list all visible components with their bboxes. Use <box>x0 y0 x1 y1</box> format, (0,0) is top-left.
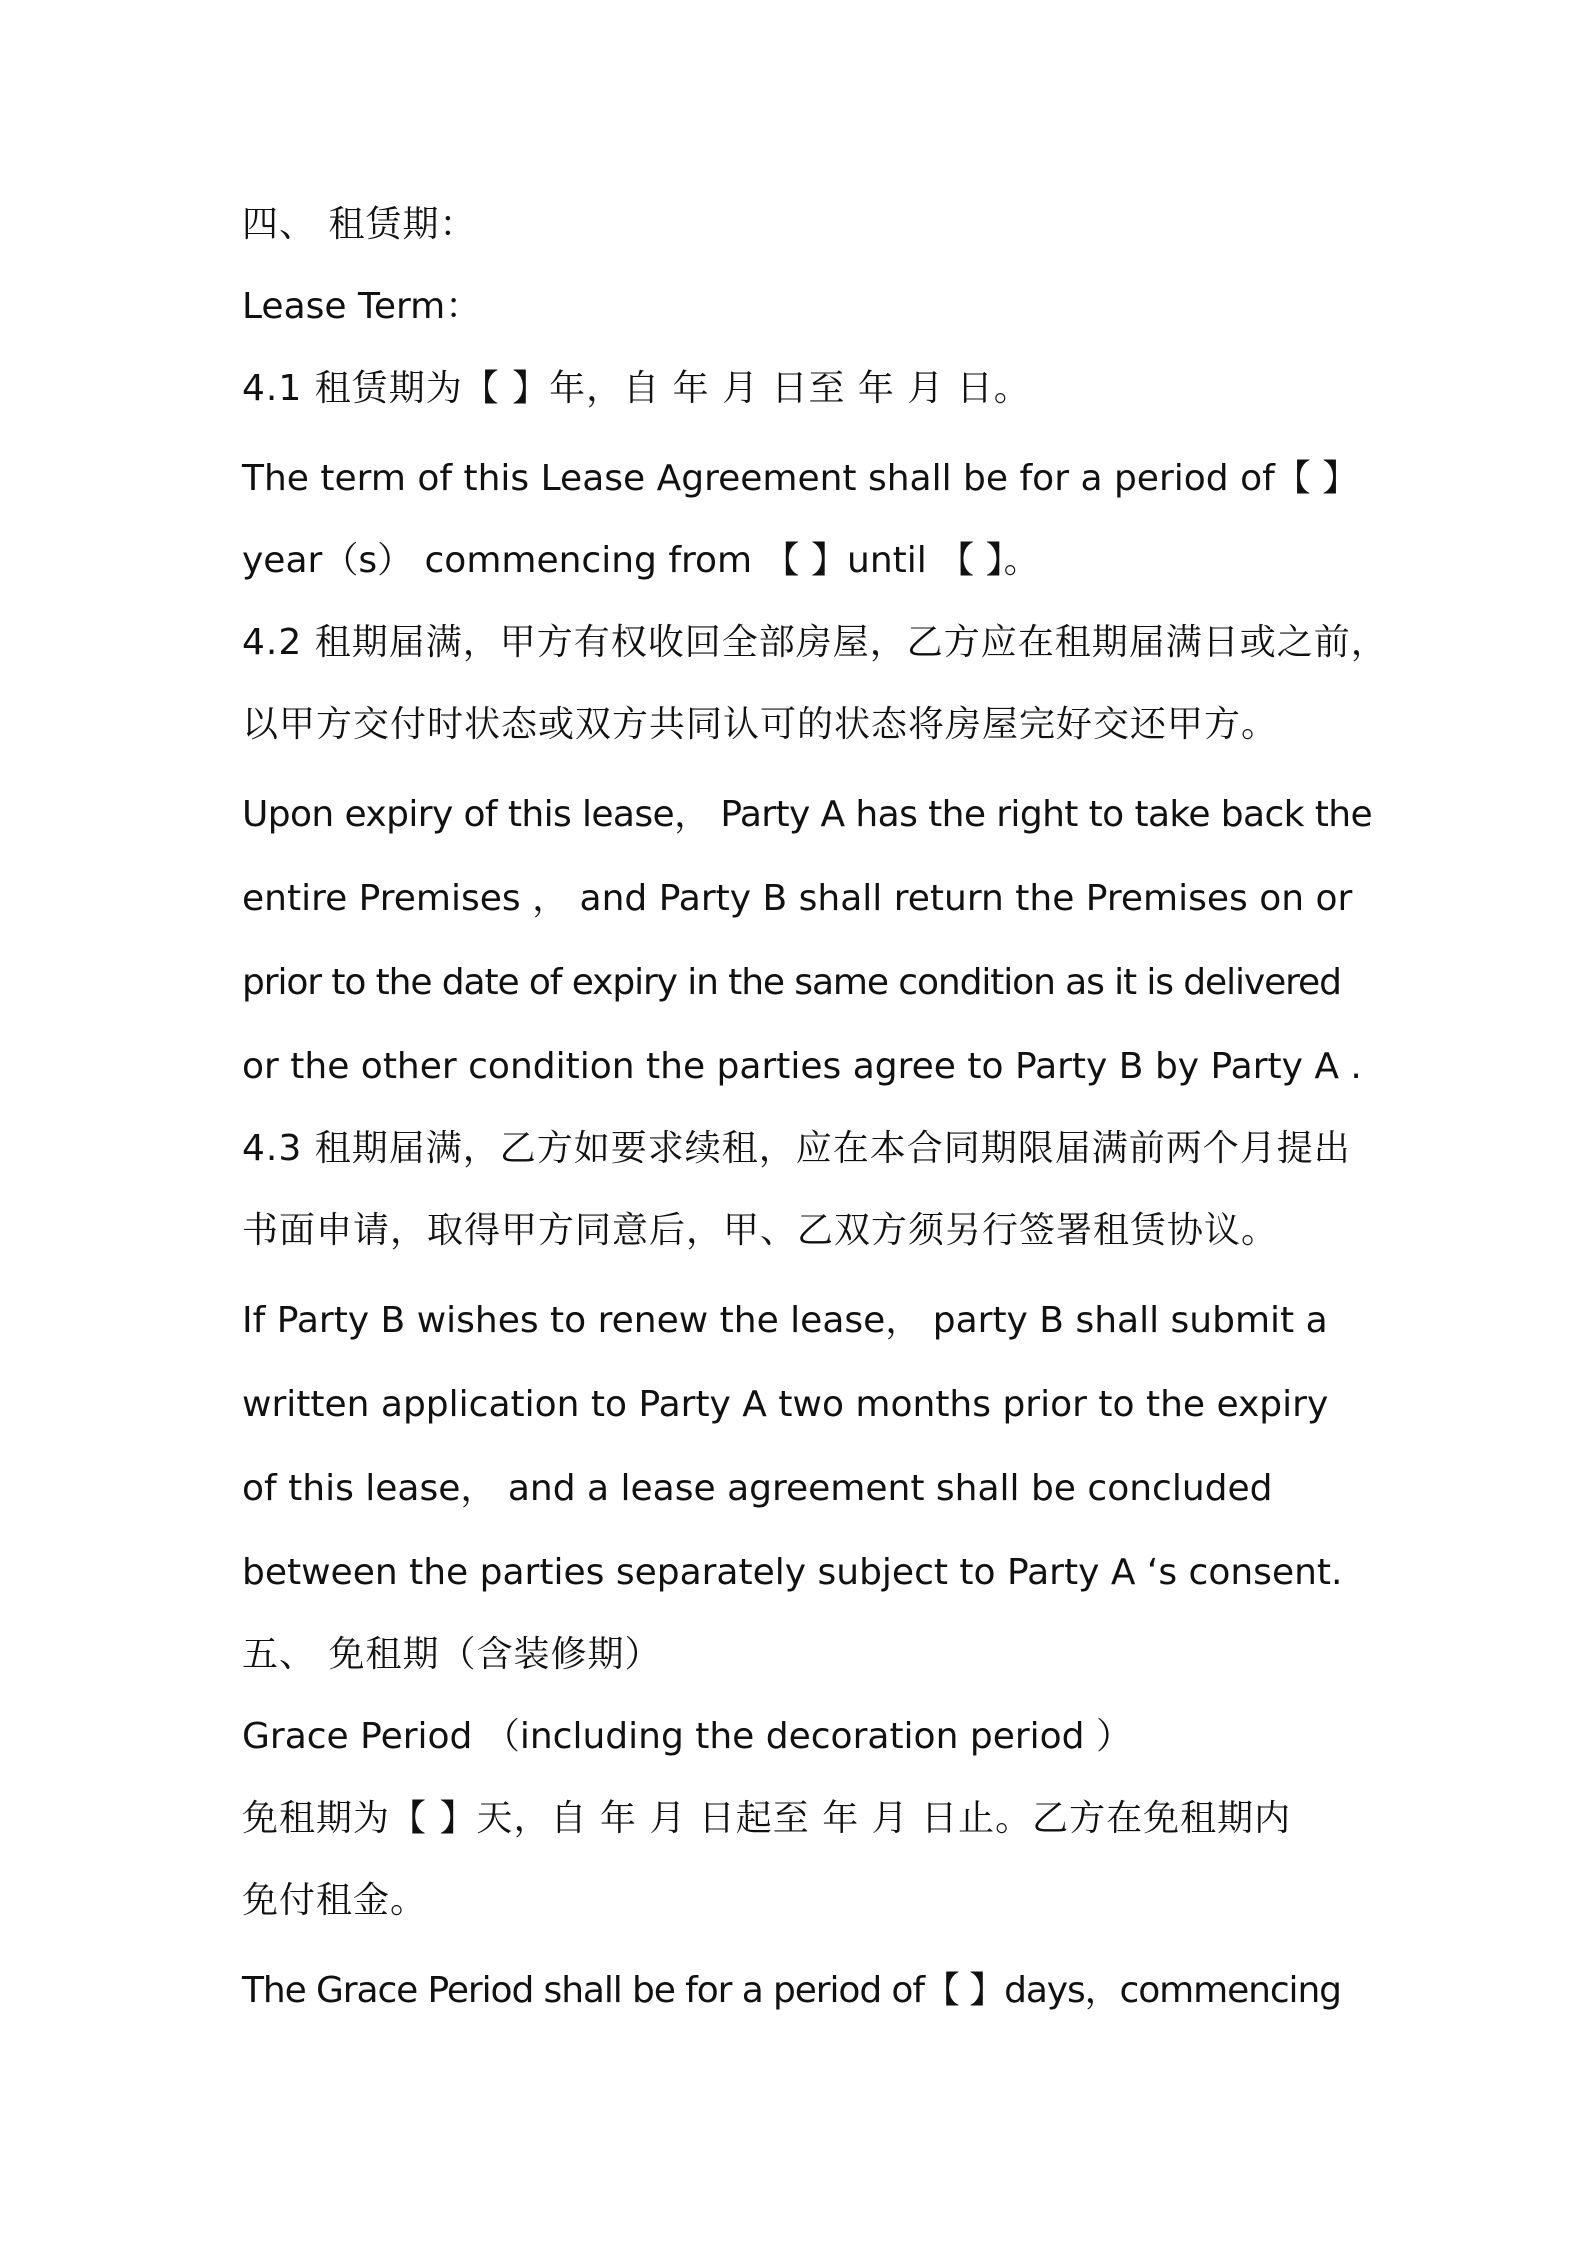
clause-4-2-en-line-3: prior to the date of expiry in the same condition as it is delivered <box>242 962 1341 1003</box>
clause-4-2-en-line-2: entire Premises ， and Party B shall return the Premises on or <box>242 878 1353 919</box>
clause-4-1-zh: 4.1 租赁期为【 】年，自 年 月 日至 年 月 日。 <box>242 368 1031 409</box>
clause-4-2-en-line-1: Upon expiry of this lease， Party A has the right to take back the <box>242 794 1373 835</box>
section-heading-lease-term-en: Lease Term： <box>242 286 482 327</box>
grace-period-zh-line-1: 免租期为【 】天，自 年 月 日起至 年 月 日止。乙方在免租期内 <box>242 1798 1292 1839</box>
clause-4-3-en-line-3: of this lease， and a lease agreement shall be concluded <box>242 1468 1273 1509</box>
clause-4-2-zh-line-1: 4.2 租期届满，甲方有权收回全部房屋，乙方应在租期届满日或之前， <box>242 622 1388 663</box>
section-heading-grace-period-en: Grace Period （including the decoration period ） <box>242 1716 1132 1757</box>
clause-4-3-zh-line-1: 4.3 租期届满，乙方如要求续租，应在本合同期限届满前两个月提出 <box>242 1128 1351 1169</box>
section-heading-grace-period-zh: 五、 免租期（含装修期） <box>242 1634 662 1675</box>
document-body <box>242 200 1388 2016</box>
clause-4-1-en-line-2: year（s） commencing from 【 】until 【 】。 <box>242 540 1040 581</box>
clause-4-3-en-line-2: written application to Party A two months prior to the expiry <box>242 1384 1329 1425</box>
clause-4-3-en-line-1: If Party B wishes to renew the lease， party B shall submit a <box>242 1300 1328 1341</box>
clause-4-2-zh-line-2: 以甲方交付时状态或双方共同认可的状态将房屋完好交还甲方。 <box>242 704 1279 745</box>
grace-period-zh-line-2: 免付租金。 <box>242 1880 428 1921</box>
clause-4-3-zh-line-2: 书面申请，取得甲方同意后，甲、乙双方须另行签署租赁协议。 <box>242 1210 1279 1251</box>
clause-4-3-en-line-4: between the parties separately subject to Party A ‘s consent. <box>242 1552 1343 1593</box>
grace-period-en-line-1: The Grace Period shall be for a period of【 】days，commencing <box>242 1970 1341 2011</box>
clause-4-2-en-line-4: or the other condition the parties agree to Party B by Party A . <box>242 1046 1362 1087</box>
section-heading-lease-term-zh: 四、 租赁期： <box>242 204 477 245</box>
clause-4-1-en-line-1: The term of this Lease Agreement shall be for a period of【 】 <box>242 458 1359 499</box>
